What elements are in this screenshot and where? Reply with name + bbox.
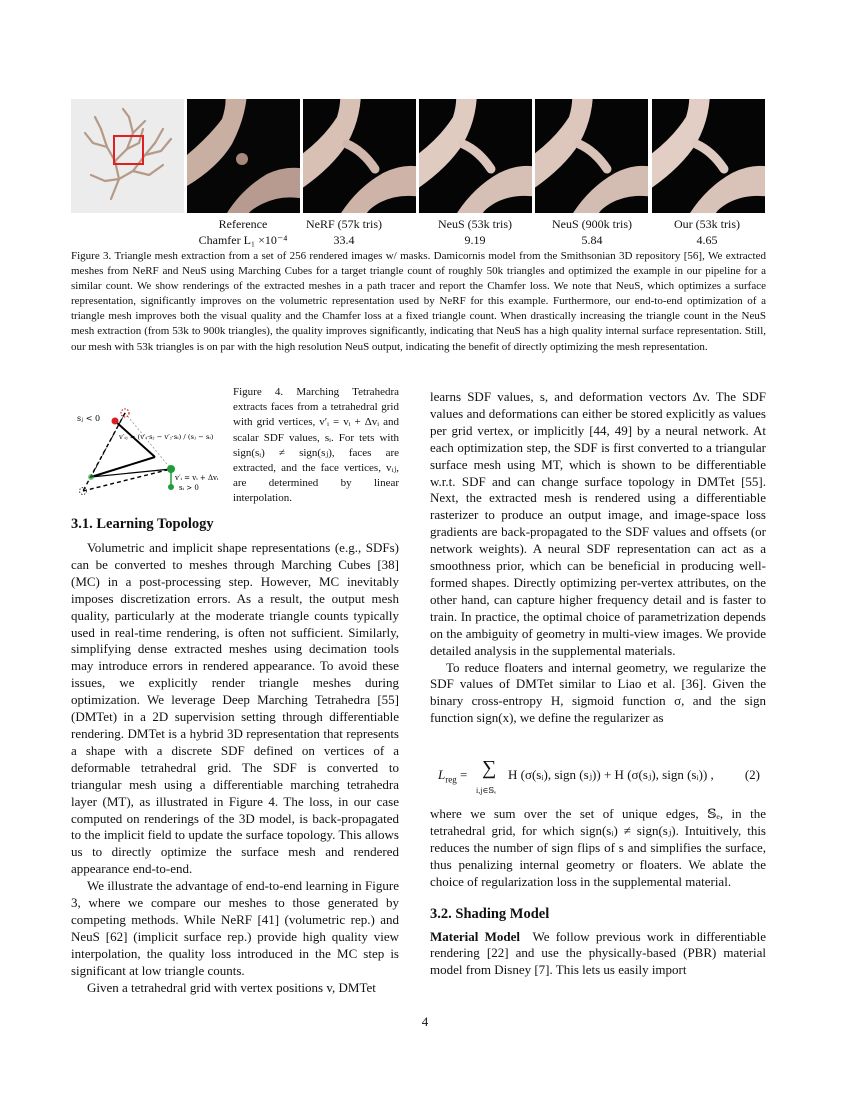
label-nerf: NeRF (57k tris) xyxy=(306,217,382,231)
eq-sum-sub: i,j∈𝕊ₑ xyxy=(476,786,497,795)
figure3-image-strip xyxy=(71,99,766,213)
neus-900k-render-image xyxy=(419,99,532,213)
equation-2: $L_{reg}$ = ∑ i,j∈𝕊ₑ H (σ(sᵢ), sign (sⱼ)) + H (σ(sⱼ), sign (sᵢ)) , (2) xyxy=(430,760,766,800)
eq-number: (2) xyxy=(744,767,760,782)
section-31-paragraph-3: Given a tetrahedral grid with vertex positions v, DMTet xyxy=(87,979,376,995)
eq-lhs: L xyxy=(438,767,446,782)
figure4-diagram xyxy=(71,403,229,503)
right-column xyxy=(430,389,766,727)
section-31-paragraph-4: learns SDF values, s, and deformation vectors Δv. The SDF values and deformations can either be stored explicitly as values per grid vertex, or implicitly [44, 49] by a neural network. At each optimization step, the SDF is first converted to a triangular surface mesh using MT, which is shown to be differentiable w.r.t. SDF and can change surface topology in DMTet [55]. Next, the extracted mesh is rendered using a differentiable rasterizer to produce an output image, and image-space loss gradients are back-propagated to the SDF values and offsets (or network weights). A neural SDF representation can act as a smoothness prior, which can be beneficial in producing well-formed shapes. Directly optimizing per-vertex attributes, on the other hand, can capture higher frequency detail and is faster to train. In practice, the optimal choice of parametrization depends on the ambiguity of geometry in multi-view images. We provide detailed analysis in the supplemental materials. xyxy=(430,389,766,658)
figure4-caption: Figure 4. Marching Tetrahedra extracts faces from a tetrahedral grid with grid vertices, v′ᵢ = vᵢ + Δvᵢ and scalar SDF values, sᵢ. For tets with sign(sᵢ) ≠ sign(sⱼ), faces are extracted, and the face vertices, vᵢⱼ, are determined by linear interpolation. xyxy=(233,386,399,505)
value-neus-53k: 9.19 xyxy=(464,233,486,247)
value-nerf: 33.4 xyxy=(333,233,355,247)
section-31-paragraph-2: We illustrate the advantage of end-to-end learning in Figure 3, where we compare our meshes to those generated by competing methods. While NeRF [41] (volumetric rep.) and NeuS [62] (implicit surface rep.) provide high quality view interpolation, the quality loss introduced in the MC step is significant at low triangle counts. xyxy=(71,878,399,978)
label-ours: Our (53k tris) xyxy=(674,217,740,231)
label-reference: Reference xyxy=(218,217,268,231)
label-neus-53k: NeuS (53k tris) xyxy=(438,217,512,231)
neus-53k-render-image xyxy=(303,99,416,213)
section-31-paragraph-1: Volumetric and implicit shape representations (e.g., SDFs) can be converted to meshes through Marching Cubes [38] (MC) in a post-processing step. However, MC inevitably imposes discretization errors. As a result, the output mesh quality, particularly at the moderate triangle counts typically used in real-time rendering, is often not sufficient. Similarly, simplifying dense extracted meshes using decimation tools may introduce errors in rendered appearance. To avoid these issues, we explicitly render triangle meshes during optimization. We leverage Deep Marching Tetrahedra [55] (DMTet) in a 2D supervision setting through differentiable rendering. DMTet is a hybrid 3D representation that represents a shape with a discrete SDF defined on vertices of a deformable tetrahedral grid. The SDF is converted to triangular mesh using a differentiable marching tetrahedra layer (MT), as illustrated in Figure 4. The loss, in our case computed on renderings of the 3D model, is back-propagated to the implicit field to update the surface topology. This allows us to directly optimize the surface mesh and rendered appearance end-to-end. xyxy=(71,540,399,877)
label-vi: v′ᵢ = vᵢ + Δvᵢ xyxy=(175,474,219,482)
section-31-paragraph-5: To reduce floaters and internal geometry, we regularize the SDF values of DMTet similar to Liao et al. [36]. Given the binary cross-entropy H, sigmoid function σ, and the sign function sign(x), we define the regularizer as xyxy=(430,659,766,726)
neus-alt-render-image xyxy=(535,99,648,213)
nerf-render-image xyxy=(187,99,300,213)
section-32-paragraph-1: We follow previous work in differentiable rendering [22] and use the physically-based (PBR) material model from Disney [7]. This lets us easily import xyxy=(430,928,767,978)
material-model-runin: Material Model xyxy=(430,928,520,944)
left-column xyxy=(71,515,399,996)
eq-lhs-sub: reg xyxy=(445,774,457,785)
right-column-lower xyxy=(430,806,766,979)
page-number: 4 xyxy=(421,1014,429,1029)
section-31-paragraph-6: where we sum over the set of unique edges, 𝕊ₑ, in the tetrahedral grid, for which sign(sᵢ) ≠ sign(sⱼ). Intuitively, this reduces the number of sign flips of s and simplifies the surface, thus penalizing internal geometry or floaters. We ablate the choice of regularization loss in the supplemental material. xyxy=(430,806,766,889)
label-neus-900k: NeuS (900k tris) xyxy=(552,217,632,231)
section-31-title: 3.1. Learning Topology xyxy=(71,516,214,532)
reference-render-image xyxy=(71,99,184,213)
value-ours: 4.65 xyxy=(696,233,718,247)
label-si: sᵢ > 0 xyxy=(179,484,199,492)
metric-label: Chamfer L₁ ×10⁻⁴ xyxy=(198,233,288,247)
label-sj: sⱼ < 0 xyxy=(77,414,101,423)
label-vij: v′ᵢⱼ = (v′ᵢ·sⱼ − v′ⱼ·sᵢ) / (sⱼ − sᵢ) xyxy=(119,433,214,441)
eq-body: H (σ(sᵢ), sign (sⱼ)) + H (σ(sⱼ), sign (sᵢ)) , xyxy=(508,767,714,782)
figure3-caption: Figure 3. Triangle mesh extraction from a set of 256 rendered images w/ masks. Damicornis model from the Smithsonian 3D repository [56], We extracted meshes from NeRF and NeuS using Marching Cubes for a target triangle count of roughly 50k triangles and optimized the example in our pipeline for a similar count. We show renderings of the extracted meshes in a path tracer and report the Chamfer loss. We note that NeuS, which optimizes a surface representation, significantly improves on the volumetric representation used by NeRF for this example. Furthermore, our end-to-end optimization of a triangle mesh improves both the visual quality and the Chamfer loss at a fixed triangle count. When drastically increasing the triangle count in the NeuS mesh extraction (from 53k to 900k triangles), the quality improves significantly, indicating that NeuS has a high quality internal surface representation. Still, our mesh with 53k triangles is on par with the high resolution NeuS output, indicating the benefit of directly optimizing the mesh representation. xyxy=(71,250,766,353)
ours-render-image xyxy=(652,99,765,213)
value-neus-900k: 5.84 xyxy=(581,233,603,247)
section-32-title: 3.2. Shading Model xyxy=(430,905,550,922)
